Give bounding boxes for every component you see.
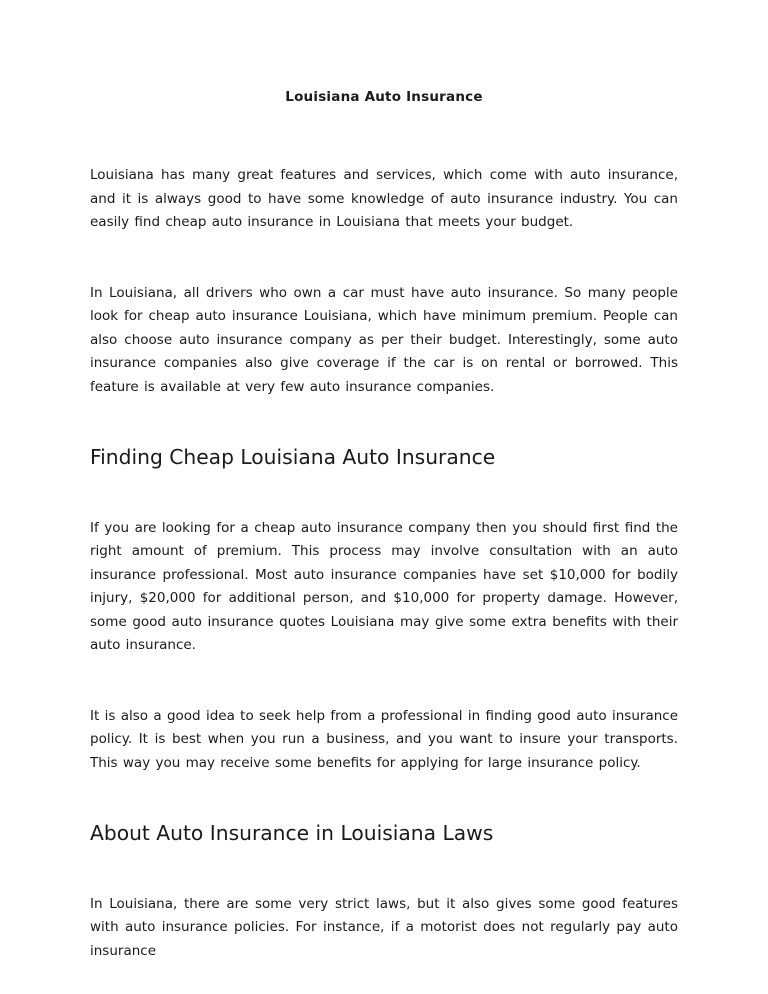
- paragraph-laws: In Louisiana, there are some very strict laws, but it also gives some good features with auto insurance policies. For instance, if a motorist does not regularly pay auto insurance: [90, 895, 678, 959]
- section-heading-laws: About Auto Insurance in Louisiana Laws: [90, 821, 494, 845]
- section-heading-finding-cheap: Finding Cheap Louisiana Auto Insurance: [90, 445, 496, 469]
- document-title: Louisiana Auto Insurance: [285, 89, 483, 105]
- paragraph-intro: Louisiana has many great features and services, which come with auto insurance, and it is always good to have some knowledge of auto insurance industry. You can easily find cheap auto insurance in Louisiana that meets your budget.: [90, 167, 678, 230]
- paragraph-professional-help: It is also a good idea to seek help from a professional in finding good auto insurance policy. It is best when you run a business, and you want to insure your transports. This way you may receive some benefits for applying for large insurance policy.: [90, 707, 678, 771]
- paragraph-drivers: In Louisiana, all drivers who own a car must have auto insurance. So many people look for cheap auto insurance Louisiana, which have minimum premium. People can also choose auto insurance company as per their budget. Interestingly, some auto insurance companies also give coverage if the car is on rental or borrowed. This feature is available at very few auto insurance companies.: [90, 284, 678, 395]
- paragraph-premium: If you are looking for a cheap auto insurance company then you should first find the right amount of premium. This process may involve consultation with an auto insurance professional. Most auto insurance companies have set $10,000 for bodily injury, $20,000 for additional person, and $10,000 for property damage. However, some good auto insurance quotes Louisiana may give some extra benefits with their auto insurance.: [90, 519, 678, 653]
